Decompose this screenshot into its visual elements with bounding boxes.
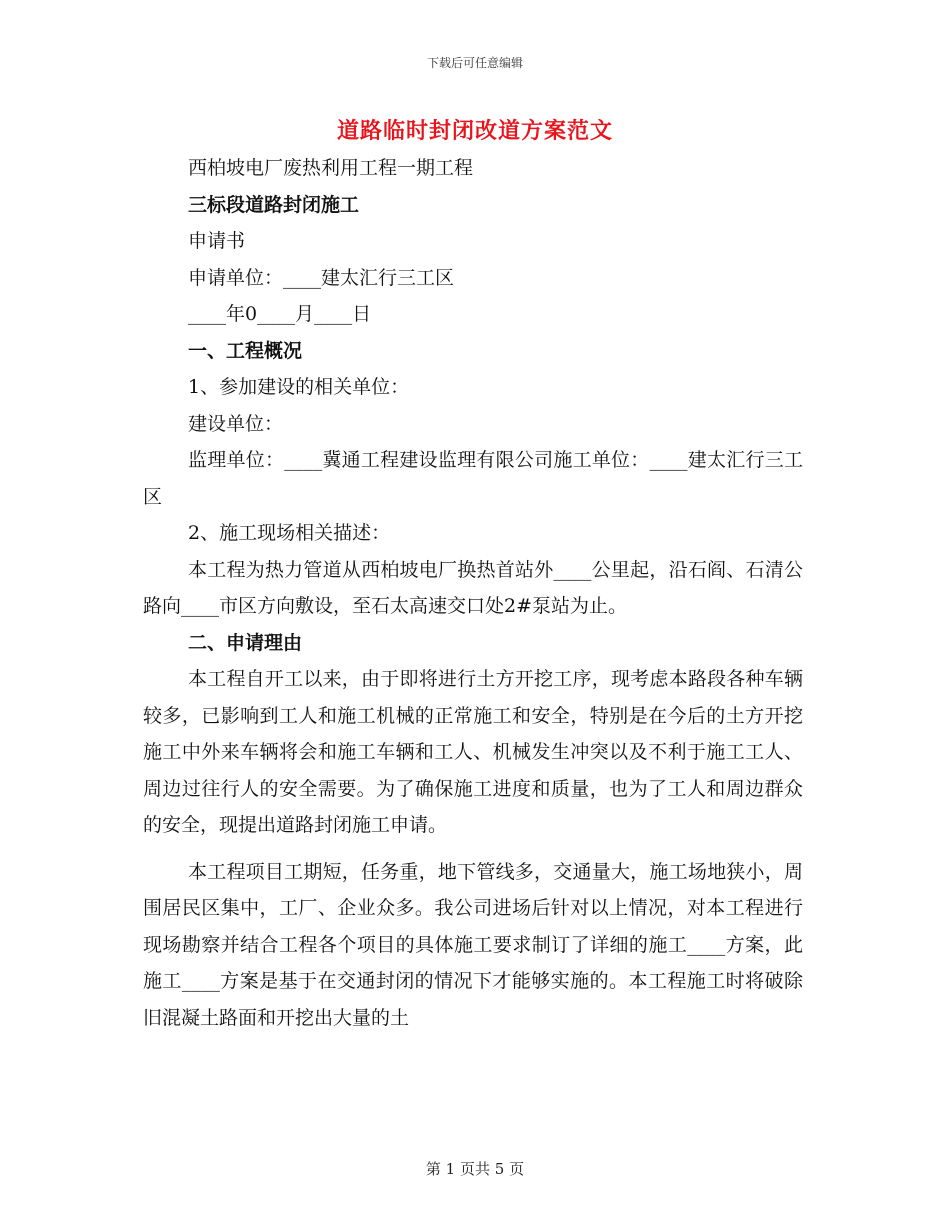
item-related-units: 1、参加建设的相关单位： — [188, 376, 410, 398]
document-body — [143, 150, 803, 1036]
reason-paragraph-1: 本工程自开工以来，由于即将进行土方开挖工序，现考虑本路段各种车辆较多，已影响到工人和施工机械的正常施工和安全，特别是在今后的土方开挖施工中外来车辆将会和施工车辆和工人、机械发生冲突以及不利于施工工人、周边过往行人的安全需要。为了确保施工进度和质量，也为了工人和周边群众的安全，现提出道路封闭施工申请。 — [143, 668, 803, 836]
applicant-line: 申请单位：____建太汇行三工区 — [188, 266, 455, 289]
project-name-line: 西柏坡电厂废热利用工程一期工程 — [188, 157, 474, 179]
supervision-unit-line: 监理单位：____冀通工程建设监理有限公司施工单位：____建太汇行三工区 — [143, 449, 803, 508]
section-name-line: 三标段道路封闭施工 — [188, 193, 360, 216]
item-site-description: 2、施工现场相关描述： — [188, 522, 391, 544]
construction-unit-line: 建设单位： — [188, 412, 284, 435]
page-header-note: 下载后可任意编辑 — [426, 56, 523, 70]
page-number: 第 1 页共 5 页 — [425, 1160, 525, 1178]
reason-paragraph-2: 本工程项目工期短，任务重，地下管线多，交通量大，施工场地狭小，周围居民区集中，工厂、企业众多。我公司进场后针对以上情况，对本工程进行现场勘察并结合工程各个项目的具体施工要求制订了详细的施工____方案，此施工____方案是基于在交通封闭的情况下才能够实施的。本工程施工时将破除旧混凝土路面和开挖出大量的土 — [143, 860, 803, 1029]
heading-application-reason: 二、申请理由 — [188, 631, 303, 654]
document-title: 道路临时封闭改道方案范文 — [336, 118, 613, 144]
site-description-paragraph: 本工程为热力管道从西柏坡电厂换热首站外____公里起，沿石阎、石清公路向____市区方向敷设，至石太高速交口处2#泵站为止。 — [143, 558, 803, 617]
date-line: ____年0____月____日 — [188, 303, 372, 325]
heading-project-overview: 一、工程概况 — [188, 339, 303, 362]
application-label: 申请书 — [188, 230, 246, 252]
